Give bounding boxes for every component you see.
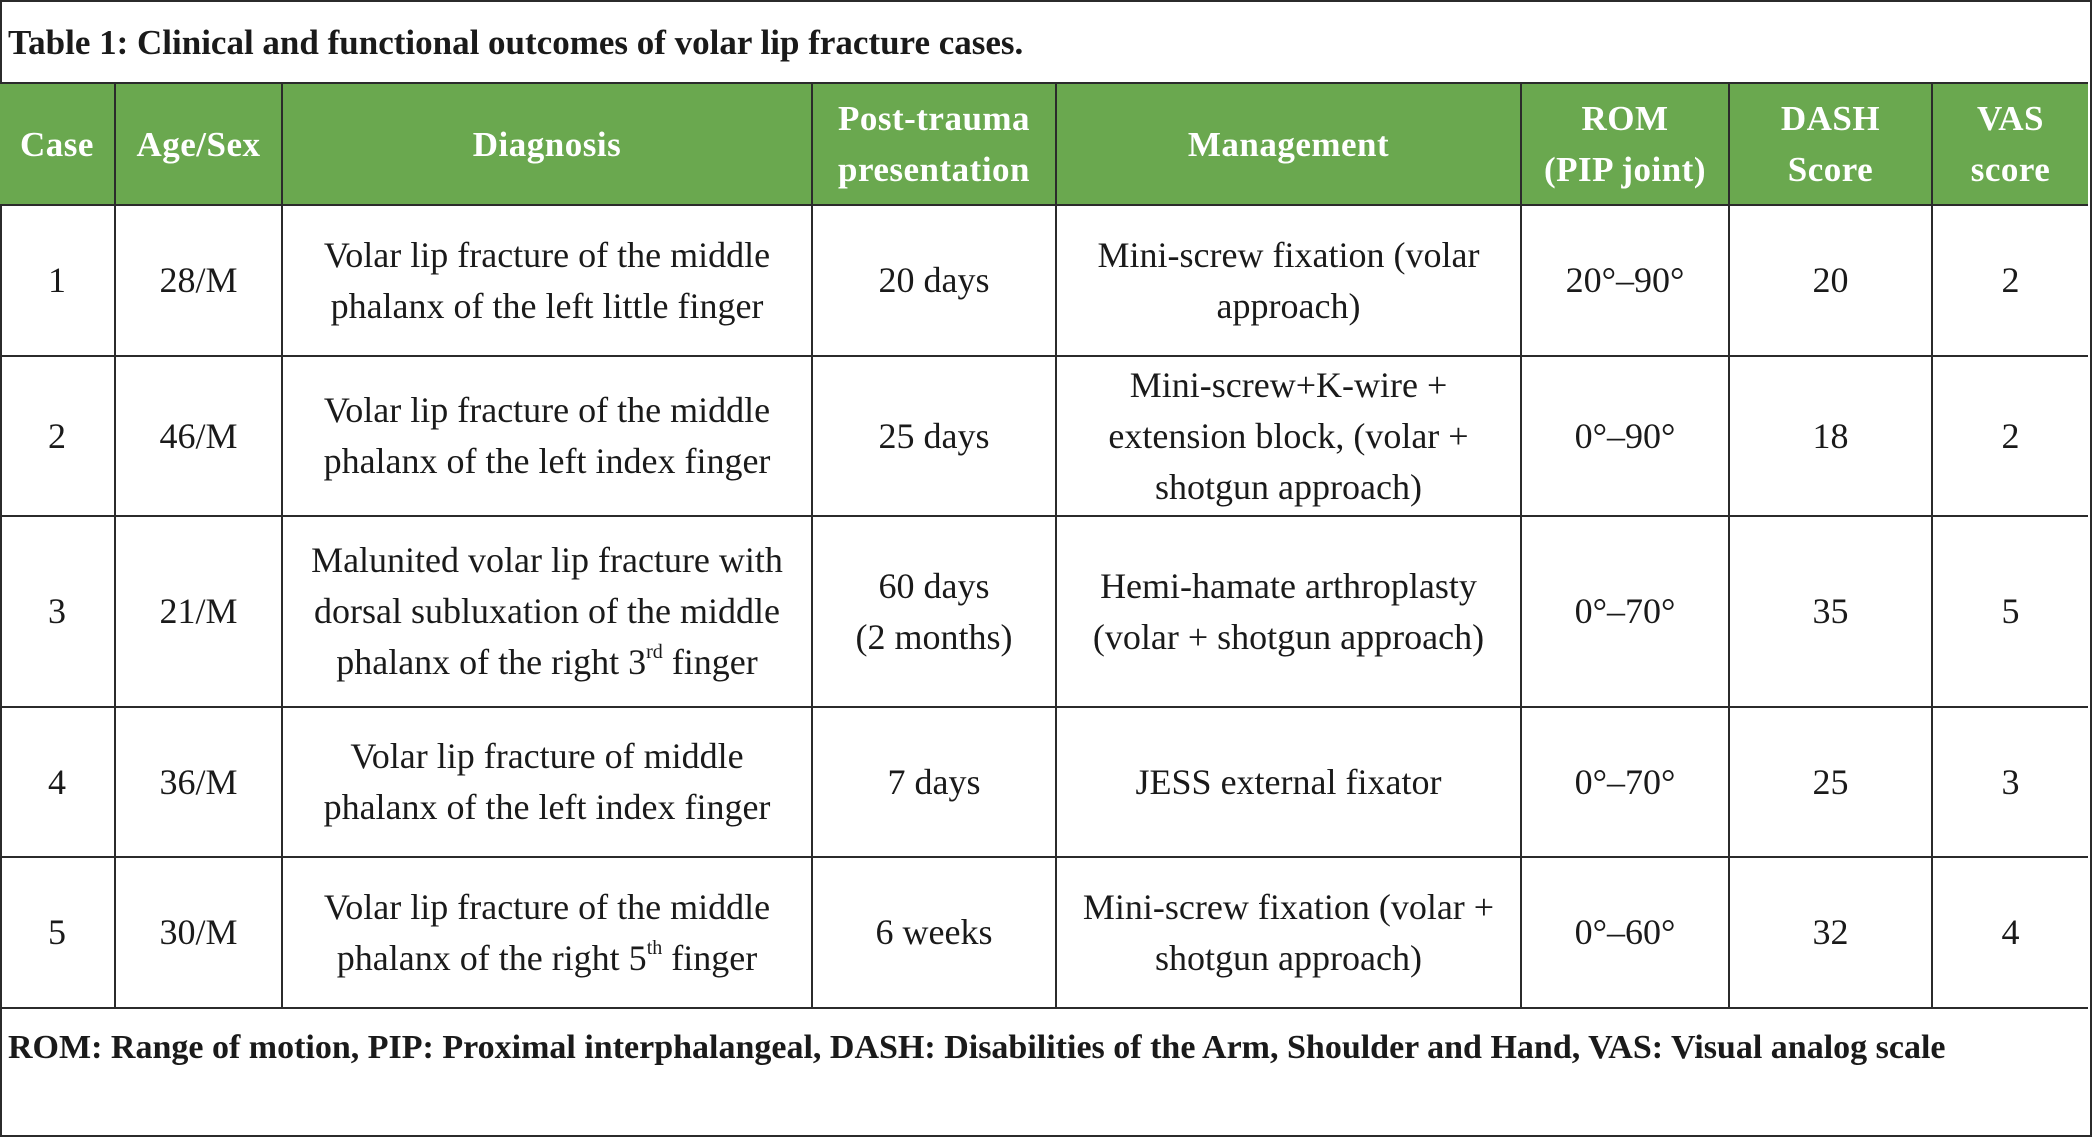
cell-dash: 32: [1729, 857, 1932, 1008]
cell-rom: 0°–70°: [1521, 707, 1729, 857]
cell-age-sex: 36/M: [115, 707, 282, 857]
management-line: shotgun approach): [1155, 466, 1422, 507]
header-rom-line1: ROM: [1581, 99, 1669, 138]
management-line: Hemi-hamate arthroplasty: [1100, 565, 1477, 606]
header-vas: [1932, 84, 2088, 205]
cell-case: 2: [0, 356, 115, 516]
header-vas-line2: score: [1970, 150, 2051, 189]
cell-presentation: [812, 857, 1056, 1008]
cell-diagnosis: [282, 205, 812, 356]
diagnosis-line-text: finger: [662, 642, 758, 682]
header-diagnosis: Diagnosis: [282, 84, 812, 205]
management-line: shotgun approach): [1155, 937, 1422, 978]
management-line: (volar + shotgun approach): [1092, 616, 1485, 657]
table-row: [0, 356, 2088, 516]
diagnosis-line: Volar lip fracture of the middle: [323, 234, 771, 275]
cell-case: 5: [0, 857, 115, 1008]
cell-vas: 4: [1932, 857, 2088, 1008]
presentation-line: 20 days: [878, 260, 990, 300]
presentation-line: 7 days: [887, 761, 981, 802]
table-footnote: ROM: Range of motion, PIP: Proximal interphalangeal, DASH: Disabilities of the Arm, Shoulder and Hand, VAS: Visual analog scale: [8, 1029, 1946, 1066]
diagnosis-line: Malunited volar lip fracture with: [311, 540, 783, 580]
presentation-line: 6 weeks: [875, 912, 993, 952]
cell-dash: 25: [1729, 707, 1932, 857]
management-line: Mini-screw fixation (volar +: [1082, 886, 1495, 927]
cell-dash: 18: [1729, 356, 1932, 516]
header-vas-line1: VAS: [1976, 99, 2044, 138]
cell-diagnosis: [282, 356, 812, 516]
cell-case: 3: [0, 516, 115, 707]
cell-management: [1056, 205, 1521, 356]
outcomes-table: [0, 84, 2088, 1009]
header-management: Management: [1056, 84, 1521, 205]
header-row: [0, 84, 2088, 205]
management-line: approach): [1216, 285, 1361, 326]
cell-rom: 0°–70°: [1521, 516, 1729, 707]
cell-age-sex: 28/M: [115, 205, 282, 356]
header-post-trauma-line2: presentation: [837, 150, 1031, 189]
cell-presentation: [812, 707, 1056, 857]
cell-vas: 2: [1932, 356, 2088, 516]
presentation-line: 60 days: [878, 565, 990, 606]
cell-diagnosis: [282, 516, 812, 707]
cell-age-sex: 30/M: [115, 857, 282, 1008]
header-dash-line2: Score: [1787, 150, 1874, 189]
management-line: JESS external fixator: [1135, 761, 1442, 802]
cell-diagnosis: [282, 707, 812, 857]
cell-rom: 0°–90°: [1521, 356, 1729, 516]
diagnosis-line: phalanx of the left index finger: [323, 441, 771, 481]
header-post-trauma-line1: Post-trauma: [837, 99, 1031, 138]
diagnosis-line-text: phalanx of the right 5: [336, 937, 647, 978]
presentation-line: (2 months): [855, 616, 1013, 657]
diagnosis-line: phalanx of the left index finger: [323, 787, 771, 827]
cell-presentation: [812, 356, 1056, 516]
cell-diagnosis: [282, 857, 812, 1008]
presentation-line: 25 days: [878, 415, 990, 456]
cell-vas: 5: [1932, 516, 2088, 707]
diagnosis-line: Volar lip fracture of the middle: [323, 886, 771, 927]
cell-case: 4: [0, 707, 115, 857]
diagnosis-line-text: finger: [662, 937, 758, 978]
diagnosis-line: phalanx of the left little finger: [330, 285, 764, 326]
table-row: [0, 857, 2088, 1008]
diagnosis-line: [337, 938, 757, 978]
cell-management: [1056, 707, 1521, 857]
table-row: [0, 707, 2088, 857]
cell-case: 1: [0, 205, 115, 356]
cell-age-sex: 21/M: [115, 516, 282, 707]
table-row: [0, 516, 2088, 707]
cell-management: [1056, 516, 1521, 707]
diagnosis-line: Volar lip fracture of the middle: [323, 390, 771, 430]
cell-management: [1056, 857, 1521, 1008]
diagnosis-line: dorsal subluxation of the middle: [314, 591, 780, 631]
ordinal-suffix: th: [646, 936, 663, 959]
cell-vas: 2: [1932, 205, 2088, 356]
header-dash-line1: DASH: [1780, 99, 1881, 138]
management-line: extension block, (volar +: [1108, 415, 1469, 456]
header-post-trauma: [812, 84, 1056, 205]
diagnosis-line: Volar lip fracture of middle: [350, 736, 744, 776]
cell-presentation: [812, 516, 1056, 707]
cell-age-sex: 46/M: [115, 356, 282, 516]
cell-rom: 20°–90°: [1521, 205, 1729, 356]
ordinal-suffix: rd: [646, 641, 663, 663]
diagnosis-line-text: phalanx of the right 3: [336, 642, 647, 682]
cell-vas: 3: [1932, 707, 2088, 857]
management-line: Mini-screw fixation (volar: [1097, 234, 1480, 275]
cell-rom: 0°–60°: [1521, 857, 1729, 1008]
table-row: [0, 205, 2088, 356]
table-caption: Table 1: Clinical and functional outcomes of volar lip fracture cases.: [0, 0, 2088, 84]
cell-presentation: [812, 205, 1056, 356]
cell-dash: 35: [1729, 516, 1932, 707]
header-case: Case: [0, 84, 115, 205]
diagnosis-line: [336, 642, 758, 682]
header-rom-line2: (PIP joint): [1543, 150, 1706, 189]
header-age-sex: Age/Sex: [115, 84, 282, 205]
header-dash: [1729, 84, 1932, 205]
header-rom: [1521, 84, 1729, 205]
cell-management: [1056, 356, 1521, 516]
cell-dash: 20: [1729, 205, 1932, 356]
management-line: Mini-screw+K-wire +: [1129, 364, 1448, 405]
